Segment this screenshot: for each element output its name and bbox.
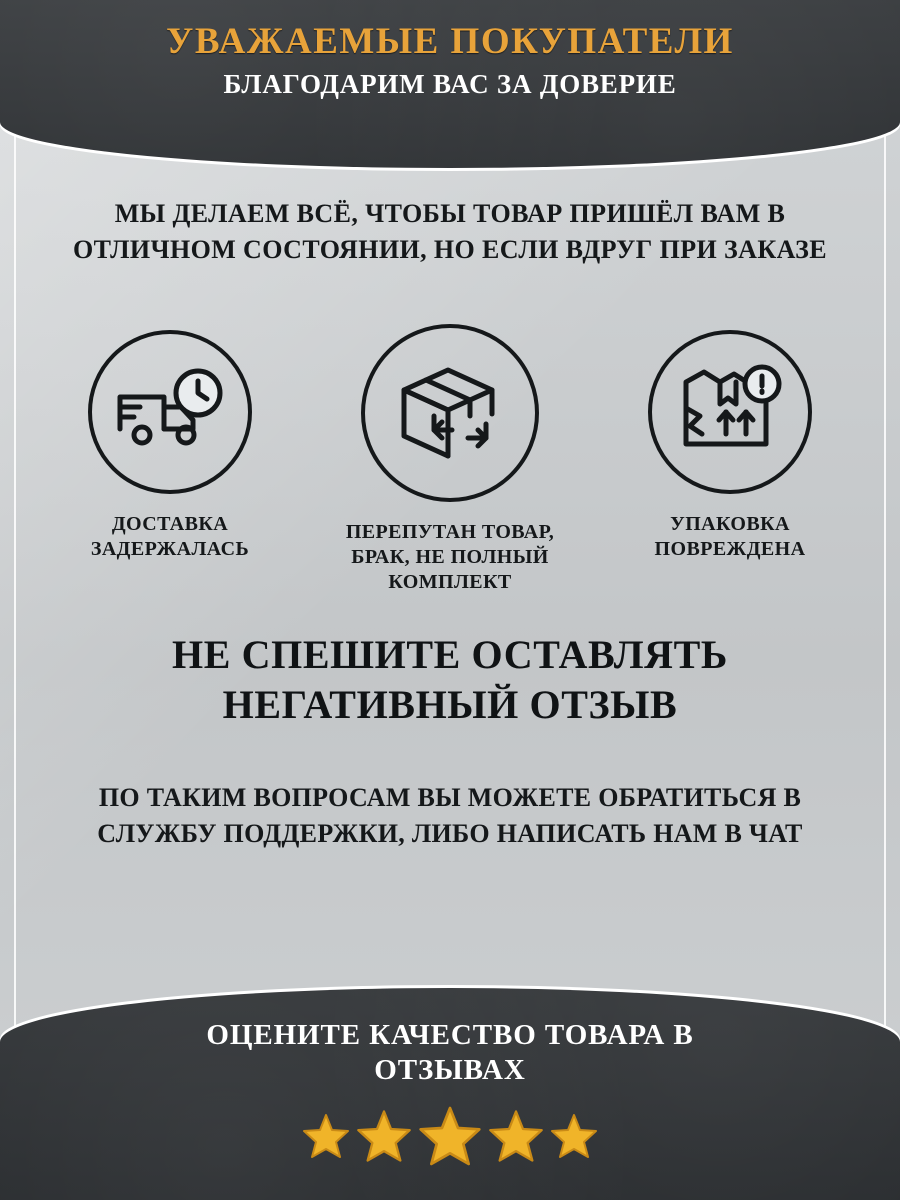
icon-circle <box>88 330 252 494</box>
intro-paragraph: МЫ ДЕЛАЕМ ВСЁ, ЧТОБЫ ТОВАР ПРИШЁЛ ВАМ В ОТЛИЧНОМ СОСТОЯНИИ, НО ЕСЛИ ВДРУГ ПРИ ЗАКАЗЕ <box>73 199 827 264</box>
issue-caption: ПЕРЕПУТАН ТОВАР, БРАК, НЕ ПОЛНЫЙ КОМПЛЕКТ <box>345 521 555 593</box>
banner-subline: БЛАГОДАРИМ ВАС ЗА ДОВЕРИЕ <box>223 69 677 99</box>
issue-caption: ДОСТАВКА ЗАДЕРЖАЛАСЬ <box>90 513 250 560</box>
support-paragraph: ПО ТАКИМ ВОПРОСАМ ВЫ МОЖЕТЕ ОБРАТИТЬСЯ В СЛУЖБУ ПОДДЕРЖКИ, ЛИБО НАПИСАТЬ НАМ В ЧАТ <box>97 783 803 848</box>
top-banner <box>0 0 900 168</box>
issue-caption: УПАКОВКА ПОВРЕЖДЕНА <box>654 513 806 560</box>
issues-row <box>40 330 860 595</box>
icon-circle <box>361 324 539 502</box>
issue-item-damaged-package <box>600 330 860 562</box>
right-border-rule <box>884 0 886 1200</box>
box-return-arrow-icon <box>390 360 510 466</box>
delivery-truck-clock-icon <box>114 367 226 457</box>
icon-circle <box>648 330 812 494</box>
bottom-banner <box>0 988 900 1200</box>
main-statement: НЕ СПЕШИТЕ ОСТАВЛЯТЬ НЕГАТИВНЫЙ ОТЗЫВ <box>172 632 728 727</box>
issue-item-delivery-delay <box>40 330 300 562</box>
rate-product-text: ОЦЕНИТЕ КАЧЕСТВО ТОВАРА В ОТЗЫВАХ <box>206 1019 694 1086</box>
star-icon[interactable] <box>418 1104 482 1168</box>
banner-headline: УВАЖАЕМЫЕ ПОКУПАТЕЛИ <box>166 21 734 62</box>
star-rating[interactable] <box>0 1104 900 1168</box>
star-icon[interactable] <box>488 1108 544 1164</box>
damaged-package-icon <box>674 364 786 460</box>
star-icon[interactable] <box>550 1112 598 1160</box>
left-border-rule <box>14 0 16 1200</box>
star-icon[interactable] <box>356 1108 412 1164</box>
issue-item-wrong-item <box>320 330 580 595</box>
star-icon[interactable] <box>302 1112 350 1160</box>
